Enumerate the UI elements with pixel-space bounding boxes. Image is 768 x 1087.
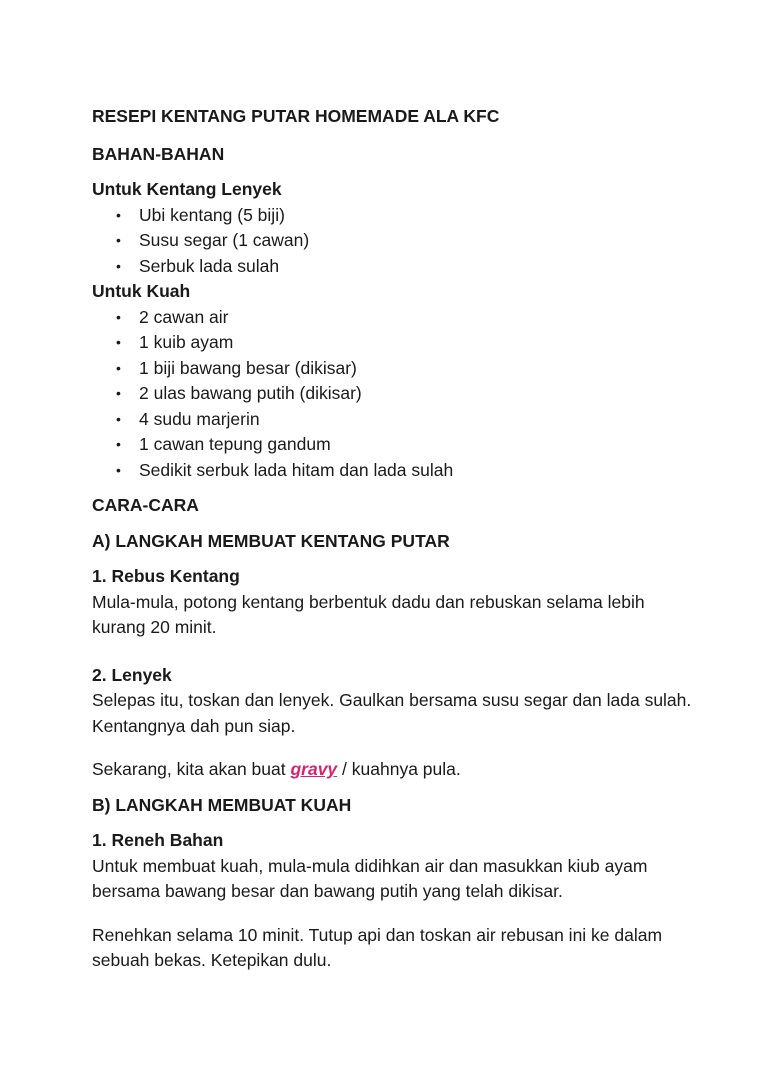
list-item: • 1 kuib ayam (139, 330, 702, 356)
list-item: • 4 sudu marjerin (139, 407, 702, 433)
list-item: • Ubi kentang (5 biji) (139, 203, 702, 229)
kuah-heading: Untuk Kuah (92, 281, 191, 301)
transition-paragraph (92, 757, 702, 783)
section-a-step2-text: Selepas itu, toskan dan lenyek. Gaulkan bersama susu segar dan lada sulah. Kentangnya dah pun siap. (92, 690, 692, 736)
section-b-step1-title: 1. Reneh Bahan (92, 830, 224, 850)
section-a-step1-title: 1. Rebus Kentang (92, 566, 240, 586)
list-item: • 2 cawan air (139, 305, 702, 331)
section-b-step1-text: Untuk membuat kuah, mula-mula didihkan air dan masukkan kiub ayam bersama bawang besar dan bawang putih yang telah dikisar. (92, 855, 648, 901)
list-item: • Susu segar (1 cawan) (139, 228, 702, 254)
document-title: RESEPI KENTANG PUTAR HOMEMADE ALA KFC (92, 106, 500, 126)
list-item: • Sedikit serbuk lada hitam dan lada sulah (139, 458, 702, 484)
section-a-step2-title: 2. Lenyek (92, 664, 172, 685)
transition-text-after: / kuahnya pula. (337, 759, 461, 779)
kuah-list (92, 305, 702, 484)
section-a-heading: A) LANGKAH MEMBUAT KENTANG PUTAR (92, 530, 450, 551)
list-item: • Serbuk lada sulah (139, 254, 702, 280)
gravy-link[interactable]: gravy (290, 759, 338, 779)
transition-text-before: Sekarang, kita akan buat (92, 759, 291, 779)
list-item: • 1 biji bawang besar (dikisar) (139, 356, 702, 382)
list-item: • 2 ulas bawang putih (dikisar) (139, 381, 702, 407)
kentang-lenyek-heading: Untuk Kentang Lenyek (92, 179, 282, 199)
ingredients-heading: BAHAN-BAHAN (92, 143, 225, 164)
section-a-step1-text: Mula-mula, potong kentang berbentuk dadu dan rebuskan selama lebih kurang 20 minit. (92, 591, 645, 637)
document-page (92, 104, 702, 974)
kentang-lenyek-list (92, 203, 702, 280)
section-b-step1-followup: Renehkan selama 10 minit. Tutup api dan toskan air rebusan ini ke dalam sebuah bekas. Ketepikan dulu. (92, 924, 663, 970)
section-b-heading: B) LANGKAH MEMBUAT KUAH (92, 794, 352, 815)
list-item: • 1 cawan tepung gandum (139, 432, 702, 458)
method-heading: CARA-CARA (92, 495, 199, 515)
